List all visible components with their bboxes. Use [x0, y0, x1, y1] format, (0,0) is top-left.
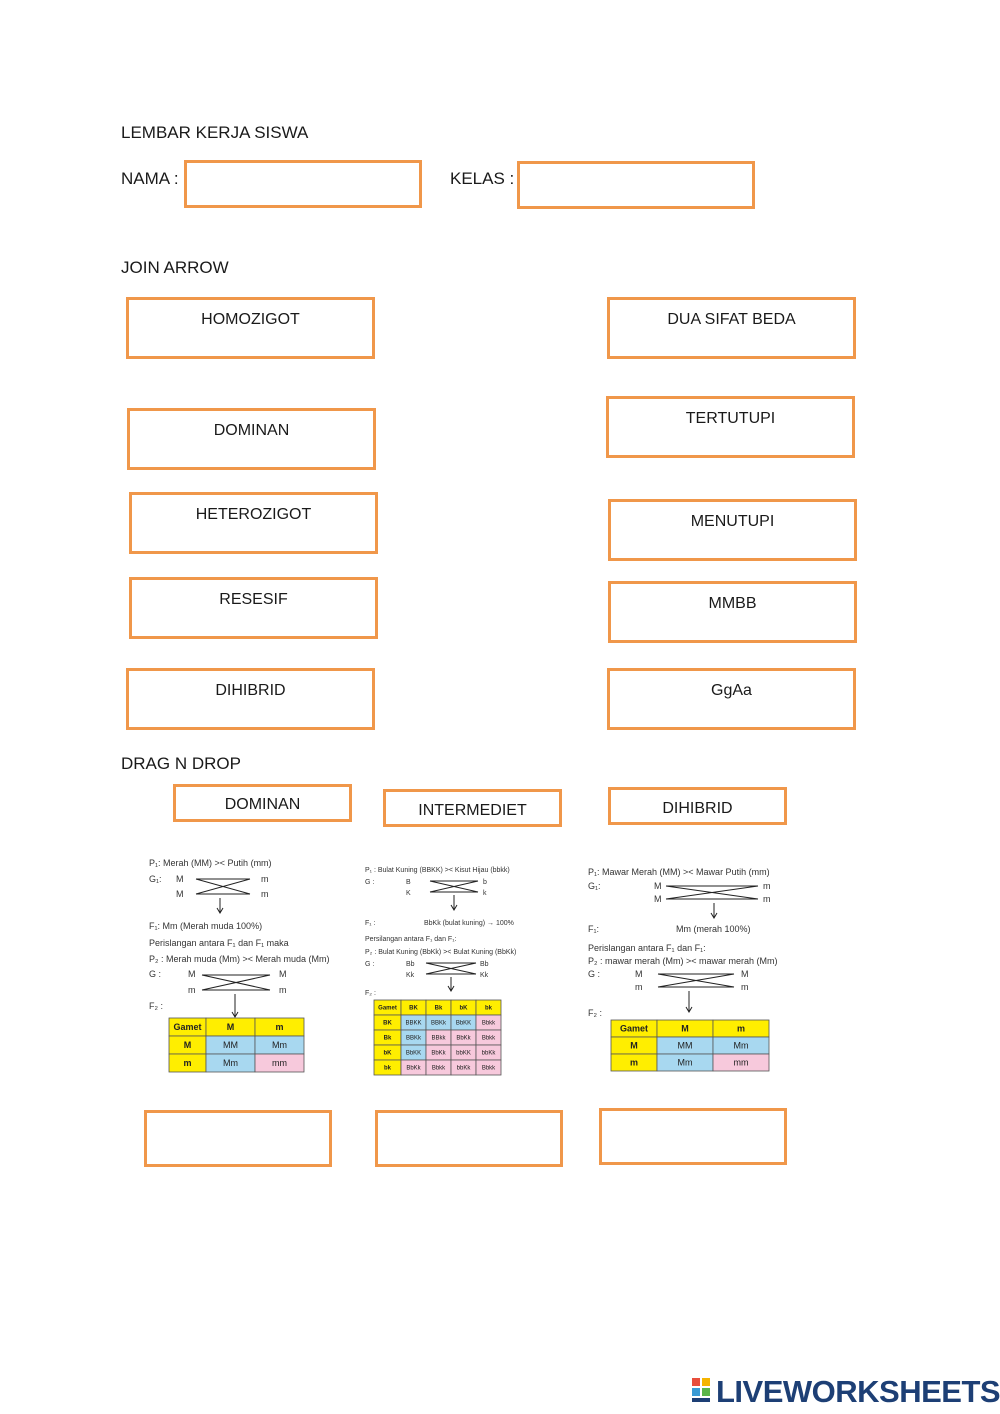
table-cell-text: Mm: [677, 1057, 693, 1068]
d1-g: G :: [149, 969, 162, 979]
diagram-dihybrid: [360, 855, 520, 1080]
table-cell-text: Bbkk: [481, 1035, 496, 1042]
d2-g-right: b: [483, 879, 487, 886]
d2-f2: F₂ :: [365, 990, 376, 997]
d2-table: [374, 1000, 501, 1075]
table-cell-text: Gamet: [619, 1023, 649, 1034]
join-right-label: DUA SIFAT BEDA: [667, 311, 796, 328]
d1-g1: G₁:: [149, 874, 162, 884]
table-cell-text: Mm: [272, 1040, 287, 1051]
d1-g-right: m: [279, 985, 287, 995]
worksheet-title: LEMBAR KERJA SISWA: [121, 123, 309, 142]
diagram-monohybrid-incomplete: [140, 850, 370, 1085]
table-cell-text: M: [681, 1023, 689, 1034]
name-label: NAMA :: [121, 169, 179, 188]
drag-word[interactable]: [173, 784, 352, 822]
table-cell-text: M: [183, 1040, 192, 1051]
d1-g-left: M: [188, 969, 196, 979]
liveworksheets-logo-icon: [692, 1378, 710, 1404]
d3-f1: F₁:: [588, 924, 600, 934]
table-cell-text: M: [630, 1040, 638, 1051]
diagram-monohybrid-rose: [582, 858, 817, 1073]
table-cell-text: BbKk: [456, 1035, 471, 1042]
d3-g-right: m: [741, 982, 749, 992]
d3-g-left: M: [635, 969, 643, 979]
table-cell-text: Mm: [223, 1058, 238, 1069]
table-cell-text: MM: [223, 1040, 238, 1051]
drop-zone[interactable]: [599, 1108, 787, 1165]
join-right-item[interactable]: [606, 396, 855, 458]
join-right-item[interactable]: [607, 668, 856, 730]
table-cell-text: BbKK: [455, 1020, 472, 1027]
table-cell-text: mm: [272, 1058, 287, 1069]
d1-table: [169, 1018, 304, 1072]
join-right-item[interactable]: [608, 581, 857, 643]
table-cell-text: Mm: [733, 1040, 749, 1051]
table-cell-text: bK: [383, 1050, 392, 1057]
table-cell-text: Bk: [434, 1005, 443, 1012]
d2-g2-right: Bb: [480, 961, 489, 968]
join-left-label: HETEROZIGOT: [195, 506, 312, 523]
drop-zone[interactable]: [144, 1110, 332, 1167]
d1-g1-right: m: [261, 874, 269, 884]
join-right-label: MENUTUPI: [690, 513, 775, 530]
join-left-label: RESESIF: [219, 591, 288, 608]
table-cell-text: BbKk: [406, 1065, 421, 1072]
class-label: KELAS :: [450, 169, 515, 188]
d2-g-left: K: [406, 890, 411, 897]
table-cell-text: Bk: [383, 1035, 392, 1042]
table-cell-text: m: [629, 1057, 639, 1068]
table-cell-text: BbKk: [431, 1050, 446, 1057]
d1-p1: P₁: Merah (MM) >< Putih (mm): [149, 858, 272, 868]
join-right-item[interactable]: [608, 499, 857, 561]
table-cell-text: BBKK: [405, 1020, 422, 1027]
table-cell-text: MM: [677, 1040, 693, 1051]
drag-word[interactable]: [383, 789, 562, 827]
d3-g1-right: m: [763, 894, 771, 904]
d3-p1: P₁: Mawar Merah (MM) >< Mawar Putih (mm): [588, 867, 770, 877]
d3-p2: P₂ : mawar merah (Mm) >< mawar merah (Mm): [588, 956, 778, 966]
name-input[interactable]: [184, 160, 422, 208]
join-left-item[interactable]: [126, 297, 375, 359]
join-right-item[interactable]: [607, 297, 856, 359]
join-left-label: DIHIBRID: [215, 682, 286, 699]
d3-table: [611, 1020, 769, 1071]
table-cell-text: bK: [459, 1005, 468, 1012]
d2-f1: F₁ :: [365, 920, 376, 927]
d3-g-left: m: [635, 982, 643, 992]
drag-word-label: DOMINAN: [224, 796, 301, 813]
d1-g1-left: M: [176, 874, 184, 884]
table-cell-text: Bbkk: [481, 1065, 496, 1072]
class-input[interactable]: [517, 161, 755, 209]
d1-f2: F₂ :: [149, 1001, 163, 1011]
table-cell-text: mm: [733, 1057, 749, 1068]
drop-zone[interactable]: [375, 1110, 563, 1167]
d2-f1-value: BbKk (bulat kuning) → 100%: [424, 920, 514, 927]
d2-g2-left: Bb: [406, 961, 415, 968]
table-cell-text: bbKK: [456, 1050, 471, 1057]
drag-word-label: INTERMEDIET: [418, 802, 527, 819]
join-right-label: GgAa: [711, 682, 752, 699]
d3-g: G :: [588, 969, 601, 979]
d3-g1-left: M: [654, 894, 662, 904]
join-left-item[interactable]: [129, 492, 378, 554]
d1-g1-right: m: [261, 889, 269, 899]
d1-p2: P₂ : Merah muda (Mm) >< Merah muda (Mm): [149, 954, 330, 964]
d2-g2: G :: [365, 961, 375, 968]
join-left-label: HOMOZIGOT: [201, 311, 300, 328]
drag-word-label: DIHIBRID: [662, 800, 733, 817]
table-cell-text: bk: [383, 1065, 392, 1072]
d3-g1-right: m: [763, 881, 771, 891]
join-left-item[interactable]: [126, 668, 375, 730]
d1-cross: Perislangan antara F₁ dan F₁ maka: [149, 938, 289, 948]
d2-g2-right: Kk: [480, 972, 489, 979]
table-cell-text: BBKk: [430, 1020, 447, 1027]
drag-word[interactable]: [608, 787, 787, 825]
d2-g-right: k: [483, 890, 487, 897]
join-left-item[interactable]: [127, 408, 376, 470]
d3-g1-left: M: [654, 881, 662, 891]
d3-f1-value: Mm (merah 100%): [676, 924, 751, 934]
table-cell-text: Gamet: [378, 1005, 397, 1012]
table-cell-text: BBkk: [431, 1035, 446, 1042]
table-cell-text: BbKK: [405, 1050, 422, 1057]
table-cell-text: Gamet: [173, 1022, 202, 1033]
d1-g-right: M: [279, 969, 287, 979]
d1-g1-left: M: [176, 889, 184, 899]
d3-cross: Perislangan antara F₁ dan F₁:: [588, 943, 706, 953]
d2-g2-left: Kk: [406, 972, 415, 979]
join-right-label: TERTUTUPI: [685, 410, 776, 427]
table-cell-text: m: [183, 1058, 192, 1069]
table-cell-text: M: [226, 1022, 235, 1033]
join-arrow-heading: JOIN ARROW: [121, 258, 229, 277]
d3-f2: F₂ :: [588, 1008, 602, 1018]
d2-p2: P₂ : Bulat Kuning (BbKk) >< Bulat Kuning (BbKk): [365, 949, 517, 956]
table-cell-text: BK: [409, 1005, 418, 1012]
d3-g-right: M: [741, 969, 749, 979]
table-cell-text: m: [736, 1023, 746, 1034]
drag-drop-heading: DRAG N DROP: [121, 754, 241, 773]
join-left-item[interactable]: [129, 577, 378, 639]
table-cell-text: Bbkk: [481, 1020, 496, 1027]
d1-f1: F₁: Mm (Merah muda 100%): [149, 921, 263, 931]
table-cell-text: bk: [484, 1005, 493, 1012]
d2-g: G :: [365, 879, 375, 886]
d2-g-left: B: [406, 879, 411, 886]
table-cell-text: BK: [383, 1020, 392, 1027]
d2-cross: Persilangan antara F₁ dan F₁:: [365, 936, 457, 943]
brand-name: LIVEWORKSHEETS: [716, 1374, 1000, 1409]
join-left-label: DOMINAN: [213, 422, 290, 439]
d3-g1: G₁:: [588, 881, 601, 891]
table-cell-text: bbKk: [456, 1065, 471, 1072]
d2-p1: P₁ : Bulat Kuning (BBKK) >< Kisut Hijau (bbkk): [365, 867, 510, 874]
table-cell-text: m: [275, 1022, 284, 1033]
d1-g-left: m: [188, 985, 196, 995]
table-cell-text: bbKk: [481, 1050, 496, 1057]
table-cell-text: Bbkk: [431, 1065, 446, 1072]
table-cell-text: BBKk: [405, 1035, 422, 1042]
join-right-label: MMBB: [708, 595, 757, 612]
